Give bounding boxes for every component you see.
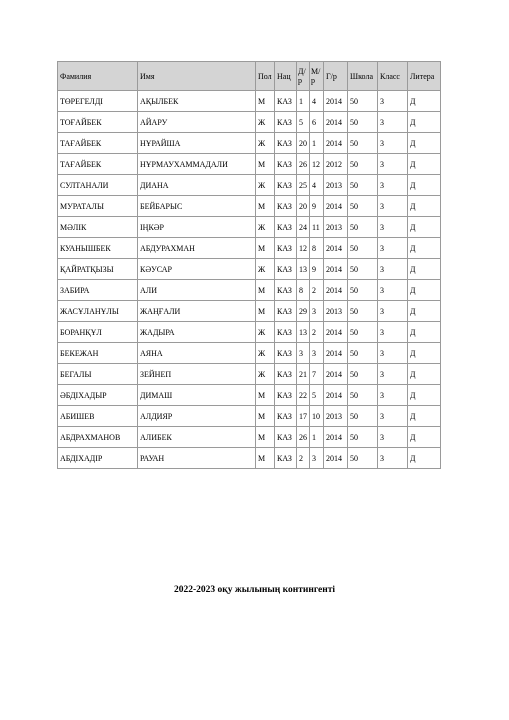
birth-year-cell: 2014 xyxy=(324,238,348,259)
birth-day-cell: 26 xyxy=(297,427,310,448)
school-cell: 50 xyxy=(348,217,378,238)
school-cell: 50 xyxy=(348,154,378,175)
surname-cell: АБДІХАДІР xyxy=(58,448,138,469)
birth-month-cell: 3 xyxy=(310,301,324,322)
class-cell: 3 xyxy=(378,154,408,175)
table-row xyxy=(58,343,441,364)
header-first-name: Имя xyxy=(138,62,256,91)
gender-cell: М xyxy=(256,448,275,469)
nationality-cell: КАЗ xyxy=(275,91,297,112)
birth-day-cell: 26 xyxy=(297,154,310,175)
birth-day-cell: 24 xyxy=(297,217,310,238)
birth-day-cell: 22 xyxy=(297,385,310,406)
birth-month-cell: 6 xyxy=(310,112,324,133)
gender-cell: Ж xyxy=(256,112,275,133)
gender-cell: Ж xyxy=(256,133,275,154)
nationality-cell: КАЗ xyxy=(275,259,297,280)
nationality-cell: КАЗ xyxy=(275,301,297,322)
letter-cell: Д xyxy=(408,385,441,406)
class-cell: 3 xyxy=(378,343,408,364)
letter-cell: Д xyxy=(408,196,441,217)
table-row xyxy=(58,175,441,196)
table-row xyxy=(58,427,441,448)
first-name-cell: АЙАРУ xyxy=(138,112,256,133)
nationality-cell: КАЗ xyxy=(275,133,297,154)
surname-cell: МӘЛІК xyxy=(58,217,138,238)
nationality-cell: КАЗ xyxy=(275,385,297,406)
table-row xyxy=(58,196,441,217)
surname-cell: АБИШЕВ xyxy=(58,406,138,427)
table-row xyxy=(58,301,441,322)
birth-month-cell: 11 xyxy=(310,217,324,238)
birth-month-cell: 12 xyxy=(310,154,324,175)
table-row xyxy=(58,112,441,133)
first-name-cell: АЛИБЕК xyxy=(138,427,256,448)
birth-day-cell: 25 xyxy=(297,175,310,196)
header-gender: Пол xyxy=(256,62,275,91)
first-name-cell: ІҢКӘР xyxy=(138,217,256,238)
birth-day-cell: 20 xyxy=(297,196,310,217)
surname-cell: ӘБДІХАДЫР xyxy=(58,385,138,406)
birth-day-cell: 12 xyxy=(297,238,310,259)
table-row xyxy=(58,259,441,280)
gender-cell: М xyxy=(256,301,275,322)
table-row xyxy=(58,133,441,154)
birth-year-cell: 2014 xyxy=(324,385,348,406)
first-name-cell: РАУАН xyxy=(138,448,256,469)
birth-month-cell: 1 xyxy=(310,133,324,154)
nationality-cell: КАЗ xyxy=(275,322,297,343)
gender-cell: Ж xyxy=(256,322,275,343)
nationality-cell: КАЗ xyxy=(275,154,297,175)
birth-day-cell: 13 xyxy=(297,322,310,343)
school-cell: 50 xyxy=(348,343,378,364)
gender-cell: Ж xyxy=(256,259,275,280)
surname-cell: ТАҒАЙБЕК xyxy=(58,133,138,154)
school-cell: 50 xyxy=(348,385,378,406)
table-row xyxy=(58,154,441,175)
birth-year-cell: 2014 xyxy=(324,91,348,112)
gender-cell: Ж xyxy=(256,364,275,385)
class-cell: 3 xyxy=(378,133,408,154)
birth-year-cell: 2014 xyxy=(324,196,348,217)
first-name-cell: ДИАНА xyxy=(138,175,256,196)
nationality-cell: КАЗ xyxy=(275,448,297,469)
birth-year-cell: 2014 xyxy=(324,322,348,343)
first-name-cell: АЛДИЯР xyxy=(138,406,256,427)
school-cell: 50 xyxy=(348,175,378,196)
birth-month-cell: 2 xyxy=(310,322,324,343)
class-cell: 3 xyxy=(378,112,408,133)
letter-cell: Д xyxy=(408,112,441,133)
birth-day-cell: 8 xyxy=(297,280,310,301)
nationality-cell: КАЗ xyxy=(275,364,297,385)
table-row xyxy=(58,406,441,427)
birth-day-cell: 3 xyxy=(297,343,310,364)
header-birth-month: М/р xyxy=(310,62,324,91)
letter-cell: Д xyxy=(408,448,441,469)
table-header-row xyxy=(58,62,441,91)
nationality-cell: КАЗ xyxy=(275,238,297,259)
birth-month-cell: 9 xyxy=(310,196,324,217)
birth-day-cell: 13 xyxy=(297,259,310,280)
nationality-cell: КАЗ xyxy=(275,427,297,448)
gender-cell: М xyxy=(256,427,275,448)
birth-month-cell: 1 xyxy=(310,427,324,448)
school-cell: 50 xyxy=(348,280,378,301)
surname-cell: БЕКЕЖАН xyxy=(58,343,138,364)
gender-cell: Ж xyxy=(256,217,275,238)
class-cell: 3 xyxy=(378,259,408,280)
class-cell: 3 xyxy=(378,406,408,427)
class-cell: 3 xyxy=(378,322,408,343)
letter-cell: Д xyxy=(408,343,441,364)
surname-cell: ТӨРЕГЕЛДІ xyxy=(58,91,138,112)
first-name-cell: ДИМАШ xyxy=(138,385,256,406)
table-row xyxy=(58,280,441,301)
header-letter: Литера xyxy=(408,62,441,91)
letter-cell: Д xyxy=(408,322,441,343)
birth-month-cell: 10 xyxy=(310,406,324,427)
table-row xyxy=(58,448,441,469)
first-name-cell: АҚЫЛБЕК xyxy=(138,91,256,112)
first-name-cell: ЗЕЙНЕП xyxy=(138,364,256,385)
nationality-cell: КАЗ xyxy=(275,217,297,238)
nationality-cell: КАЗ xyxy=(275,343,297,364)
birth-day-cell: 5 xyxy=(297,112,310,133)
letter-cell: Д xyxy=(408,406,441,427)
birth-year-cell: 2014 xyxy=(324,259,348,280)
birth-day-cell: 2 xyxy=(297,448,310,469)
header-birth-day: Д/р xyxy=(297,62,310,91)
letter-cell: Д xyxy=(408,154,441,175)
school-cell: 50 xyxy=(348,133,378,154)
surname-cell: БОРАНҚҰЛ xyxy=(58,322,138,343)
first-name-cell: БЕЙБАРЫС xyxy=(138,196,256,217)
birth-year-cell: 2014 xyxy=(324,343,348,364)
first-name-cell: КӘУСАР xyxy=(138,259,256,280)
class-cell: 3 xyxy=(378,448,408,469)
nationality-cell: КАЗ xyxy=(275,112,297,133)
class-cell: 3 xyxy=(378,175,408,196)
letter-cell: Д xyxy=(408,217,441,238)
table-row xyxy=(58,217,441,238)
letter-cell: Д xyxy=(408,133,441,154)
birth-month-cell: 2 xyxy=(310,280,324,301)
birth-year-cell: 2014 xyxy=(324,448,348,469)
school-cell: 50 xyxy=(348,448,378,469)
school-cell: 50 xyxy=(348,196,378,217)
first-name-cell: НҰРМАУХАММАДАЛИ xyxy=(138,154,256,175)
class-cell: 3 xyxy=(378,196,408,217)
letter-cell: Д xyxy=(408,259,441,280)
first-name-cell: ЖАДЫРА xyxy=(138,322,256,343)
birth-month-cell: 7 xyxy=(310,364,324,385)
surname-cell: БЕГАЛЫ xyxy=(58,364,138,385)
school-cell: 50 xyxy=(348,112,378,133)
school-cell: 50 xyxy=(348,406,378,427)
gender-cell: М xyxy=(256,406,275,427)
letter-cell: Д xyxy=(408,238,441,259)
birth-day-cell: 20 xyxy=(297,133,310,154)
header-surname: Фамилия xyxy=(58,62,138,91)
surname-cell: ЖАСҰЛАНҰЛЫ xyxy=(58,301,138,322)
birth-year-cell: 2014 xyxy=(324,427,348,448)
birth-day-cell: 21 xyxy=(297,364,310,385)
gender-cell: М xyxy=(256,154,275,175)
birth-day-cell: 17 xyxy=(297,406,310,427)
table-row xyxy=(58,385,441,406)
school-cell: 50 xyxy=(348,301,378,322)
table-row xyxy=(58,238,441,259)
gender-cell: М xyxy=(256,280,275,301)
birth-year-cell: 2013 xyxy=(324,175,348,196)
school-cell: 50 xyxy=(348,322,378,343)
first-name-cell: НҰРАЙША xyxy=(138,133,256,154)
student-roster-table xyxy=(57,61,441,469)
class-cell: 3 xyxy=(378,91,408,112)
header-class: Класс xyxy=(378,62,408,91)
surname-cell: КУАНЫШБЕК xyxy=(58,238,138,259)
nationality-cell: КАЗ xyxy=(275,175,297,196)
surname-cell: СУЛТАНАЛИ xyxy=(58,175,138,196)
birth-month-cell: 4 xyxy=(310,175,324,196)
class-cell: 3 xyxy=(378,301,408,322)
class-cell: 3 xyxy=(378,385,408,406)
birth-year-cell: 2013 xyxy=(324,217,348,238)
nationality-cell: КАЗ xyxy=(275,196,297,217)
header-school: Школа xyxy=(348,62,378,91)
nationality-cell: КАЗ xyxy=(275,280,297,301)
class-cell: 3 xyxy=(378,280,408,301)
gender-cell: Ж xyxy=(256,343,275,364)
letter-cell: Д xyxy=(408,301,441,322)
first-name-cell: АБДУРАХМАН xyxy=(138,238,256,259)
first-name-cell: АЛИ xyxy=(138,280,256,301)
table-row xyxy=(58,364,441,385)
birth-year-cell: 2014 xyxy=(324,133,348,154)
gender-cell: Ж xyxy=(256,175,275,196)
first-name-cell: ЖАҢҒАЛИ xyxy=(138,301,256,322)
class-cell: 3 xyxy=(378,427,408,448)
letter-cell: Д xyxy=(408,175,441,196)
school-cell: 50 xyxy=(348,427,378,448)
header-birth-year: Г/р xyxy=(324,62,348,91)
letter-cell: Д xyxy=(408,364,441,385)
surname-cell: АБДРАХМАНОВ xyxy=(58,427,138,448)
nationality-cell: КАЗ xyxy=(275,406,297,427)
table-row xyxy=(58,91,441,112)
school-cell: 50 xyxy=(348,238,378,259)
table-row xyxy=(58,322,441,343)
gender-cell: М xyxy=(256,91,275,112)
birth-year-cell: 2012 xyxy=(324,154,348,175)
letter-cell: Д xyxy=(408,280,441,301)
first-name-cell: АЯНА xyxy=(138,343,256,364)
school-cell: 50 xyxy=(348,259,378,280)
header-nationality: Нац xyxy=(275,62,297,91)
birth-year-cell: 2014 xyxy=(324,364,348,385)
letter-cell: Д xyxy=(408,427,441,448)
birth-year-cell: 2013 xyxy=(324,406,348,427)
surname-cell: ЗАБИРА xyxy=(58,280,138,301)
gender-cell: М xyxy=(256,238,275,259)
birth-year-cell: 2014 xyxy=(324,112,348,133)
birth-month-cell: 4 xyxy=(310,91,324,112)
birth-year-cell: 2013 xyxy=(324,301,348,322)
birth-day-cell: 1 xyxy=(297,91,310,112)
school-cell: 50 xyxy=(348,91,378,112)
class-cell: 3 xyxy=(378,217,408,238)
birth-month-cell: 5 xyxy=(310,385,324,406)
birth-month-cell: 9 xyxy=(310,259,324,280)
document-caption: 2022-2023 оқу жылының контингенті xyxy=(173,585,336,595)
table-body xyxy=(58,91,441,469)
birth-month-cell: 3 xyxy=(310,343,324,364)
letter-cell: Д xyxy=(408,91,441,112)
birth-day-cell: 29 xyxy=(297,301,310,322)
surname-cell: ТОҒАЙБЕК xyxy=(58,112,138,133)
gender-cell: М xyxy=(256,196,275,217)
surname-cell: МУРАТАЛЫ xyxy=(58,196,138,217)
class-cell: 3 xyxy=(378,364,408,385)
gender-cell: М xyxy=(256,385,275,406)
surname-cell: ТАҒАЙБЕК xyxy=(58,154,138,175)
surname-cell: ҚАЙРАТҚЫЗЫ xyxy=(58,259,138,280)
class-cell: 3 xyxy=(378,238,408,259)
birth-month-cell: 3 xyxy=(310,448,324,469)
school-cell: 50 xyxy=(348,364,378,385)
birth-month-cell: 8 xyxy=(310,238,324,259)
birth-year-cell: 2014 xyxy=(324,280,348,301)
